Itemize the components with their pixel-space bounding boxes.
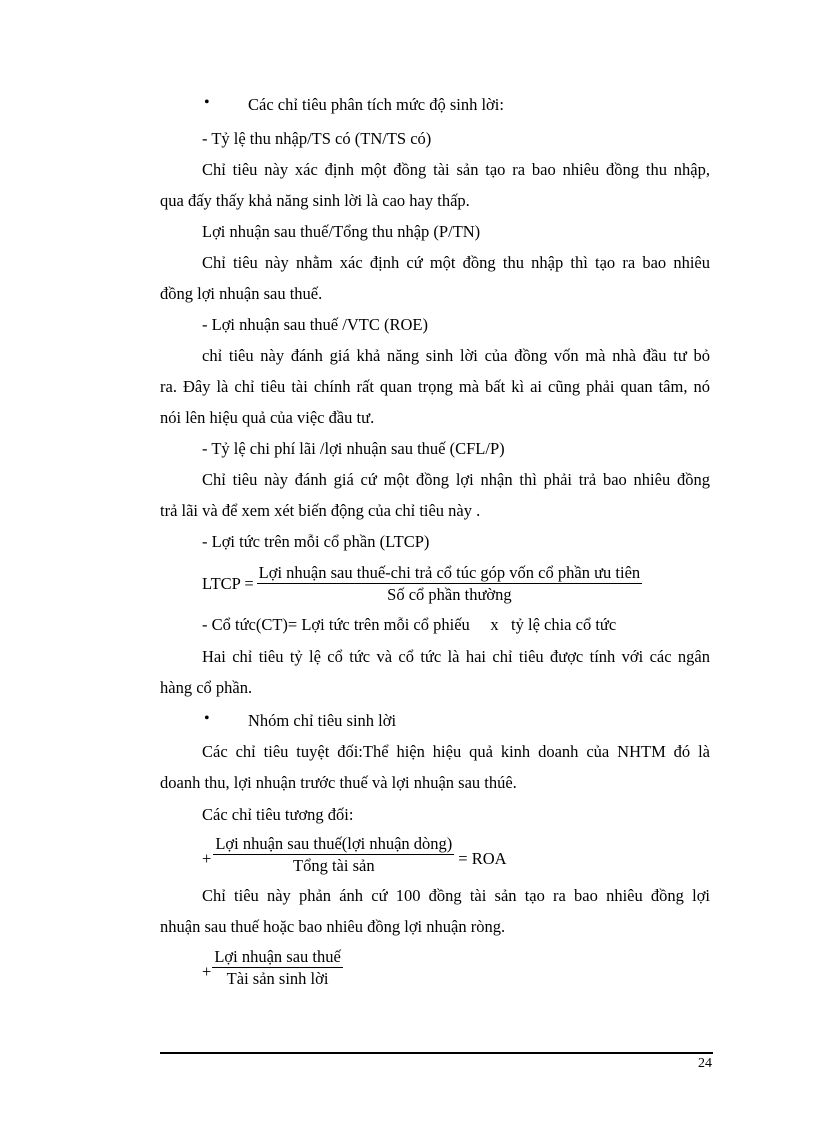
third-formula (202, 947, 343, 988)
paragraph-line: ra. Đây là chỉ tiêu tài chính rất quan trọng mà bất kì ai cũng phải quan tâm, nó (160, 377, 710, 396)
paragraph-line: - Lợi tức trên mỗi cổ phần (LTCP) (202, 532, 430, 551)
third-numerator: Lợi nhuận sau thuế (214, 947, 341, 966)
ltcp-fraction (257, 563, 642, 604)
ltcp-formula-lhs: LTCP = (202, 573, 254, 593)
bullet-heading-profitability: Các chỉ tiêu phân tích mức độ sinh lời: (248, 95, 504, 114)
paragraph-line: nói lên hiệu quả của việc đầu tư. (160, 408, 375, 427)
paragraph-line: đồng lợi nhuận sau thuế. (160, 284, 323, 303)
paragraph-line: - Cổ tức(CT)= Lợi tức trên mỗi cổ phiếu x tỷ lệ chia cổ tức (202, 615, 617, 634)
third-fraction (212, 947, 343, 988)
paragraph-line: Hai chỉ tiêu tỷ lệ cổ tức và cổ tức là hai chỉ tiêu được tính với các ngân (202, 647, 710, 666)
roa-rhs: = ROA (458, 848, 507, 868)
roa-formula (202, 834, 507, 875)
paragraph-line: doanh thu, lợi nhuận trước thuế và lợi nhuận sau thúê. (160, 773, 517, 792)
third-plus: + (202, 961, 212, 981)
paragraph-line: chỉ tiêu này đánh giá khả năng sinh lời của đồng vốn mà nhà đầu tư bỏ (202, 346, 710, 365)
ltcp-numerator: Lợi nhuận sau thuế-chi trả cổ túc góp vốn cổ phần ưu tiên (258, 563, 641, 582)
paragraph-line: hàng cổ phần. (160, 678, 253, 697)
paragraph-line: Các chỉ tiêu tuyệt đối:Thể hiện hiệu quả kinh doanh của NHTM đó là (202, 742, 710, 761)
ltcp-denominator: Số cổ phần thường (387, 585, 512, 604)
paragraph-line: Chỉ tiêu này nhằm xác định cứ một đồng thu nhập thì tạo ra bao nhiêu (202, 253, 710, 272)
paragraph-line: Các chỉ tiêu tương đối: (202, 805, 354, 824)
paragraph-line: Chỉ tiêu này phản ánh cứ 100 đồng tài sản tạo ra bao nhiêu đồng lợi (202, 886, 710, 905)
roa-fraction (213, 834, 454, 875)
paragraph-line: - Tỷ lệ thu nhập/TS có (TN/TS có) (202, 129, 432, 148)
ltcp-formula (202, 563, 642, 604)
footer-rule (160, 1052, 713, 1054)
paragraph-line: trả lãi và để xem xét biến động của chỉ tiêu này . (160, 501, 481, 520)
paragraph-line: nhuận sau thuế hoặc bao nhiêu đồng lợi nhuận ròng. (160, 917, 506, 936)
roa-plus: + (202, 848, 212, 868)
roa-numerator: Lợi nhuận sau thuế(lợi nhuận dòng) (215, 834, 453, 853)
bullet-heading-profit-group: Nhóm chỉ tiêu sinh lời (248, 711, 397, 730)
third-denominator: Tài sản sinh lời (226, 969, 329, 988)
bullet-1: • (204, 94, 210, 111)
bullet-2: • (204, 710, 210, 727)
paragraph-line: Lợi nhuận sau thuế/Tổng thu nhập (P/TN) (202, 222, 481, 241)
paragraph-line: - Lợi nhuận sau thuế /VTC (ROE) (202, 315, 428, 334)
paragraph-line: Chỉ tiêu này xác định một đồng tài sản tạo ra bao nhiêu đồng thu nhập, (202, 160, 710, 179)
page-number: 24 (698, 1056, 712, 1071)
roa-denominator: Tổng tài sản (293, 856, 375, 875)
paragraph-line: qua đấy thấy khả năng sinh lời là cao hay thấp. (160, 191, 470, 210)
paragraph-line: - Tỷ lệ chi phí lãi /lợi nhuận sau thuế (CFL/P) (202, 439, 505, 458)
paragraph-line: Chỉ tiêu này đánh giá cứ một đồng lợi nhận thì phải trả bao nhiêu đồng (202, 470, 710, 489)
